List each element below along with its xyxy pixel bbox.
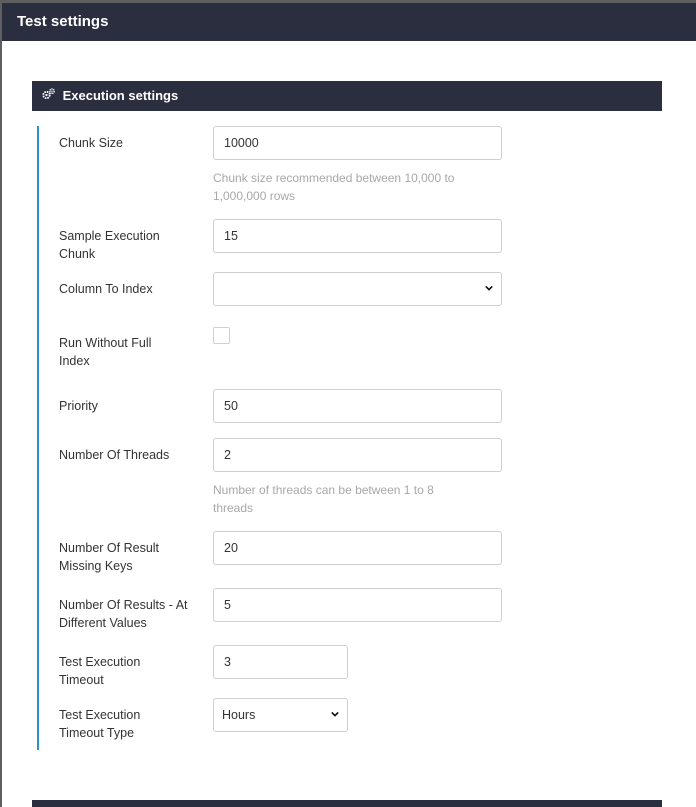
number-of-results-different-values-input[interactable]: 5 — [213, 588, 502, 622]
run-without-full-index-checkbox[interactable] — [213, 327, 230, 344]
number-of-result-missing-keys-label: Number Of Result Missing Keys — [59, 541, 160, 573]
priority-input[interactable]: 50 — [213, 389, 502, 423]
chevron-down-icon — [485, 284, 493, 292]
test-execution-timeout-label: Test Execution Timeout — [59, 655, 141, 687]
column-to-index-label: Column To Index — [59, 282, 153, 296]
chunk-size-help: Chunk size recommended between 10,000 to 1,000,000 rows — [213, 171, 455, 203]
sample-execution-chunk-input[interactable]: 15 — [213, 219, 502, 253]
chunk-size-label: Chunk Size — [59, 136, 123, 150]
execution-settings-header — [32, 81, 662, 111]
chunk-size-input[interactable]: 10000 — [213, 126, 502, 160]
number-of-threads-help: Number of threads can be between 1 to 8 threads — [213, 483, 434, 515]
number-of-results-different-values-label: Number Of Results - At Different Values — [59, 598, 188, 630]
test-execution-timeout-type-value: Hours — [222, 708, 256, 722]
priority-label: Priority — [59, 399, 98, 413]
number-of-threads-input[interactable]: 2 — [213, 438, 502, 472]
number-of-threads-label: Number Of Threads — [59, 448, 170, 462]
column-to-index-select[interactable] — [213, 272, 502, 306]
section-title: Execution settings — [62, 88, 179, 103]
test-execution-timeout-input[interactable]: 3 — [213, 645, 348, 679]
section-accent-line — [37, 126, 39, 750]
next-section-header — [32, 800, 662, 807]
test-execution-timeout-type-select[interactable] — [213, 698, 348, 732]
modal-title: Test settings — [17, 13, 109, 30]
run-without-full-index-label: Run Without Full Index — [59, 336, 152, 368]
sample-execution-chunk-label: Sample Execution Chunk — [59, 229, 160, 261]
gears-icon — [42, 81, 55, 111]
modal-header — [2, 3, 696, 41]
test-settings-modal — [2, 3, 696, 807]
number-of-result-missing-keys-input[interactable]: 20 — [213, 531, 502, 565]
test-execution-timeout-type-label: Test Execution Timeout Type — [59, 708, 141, 740]
chevron-down-icon — [331, 710, 339, 718]
